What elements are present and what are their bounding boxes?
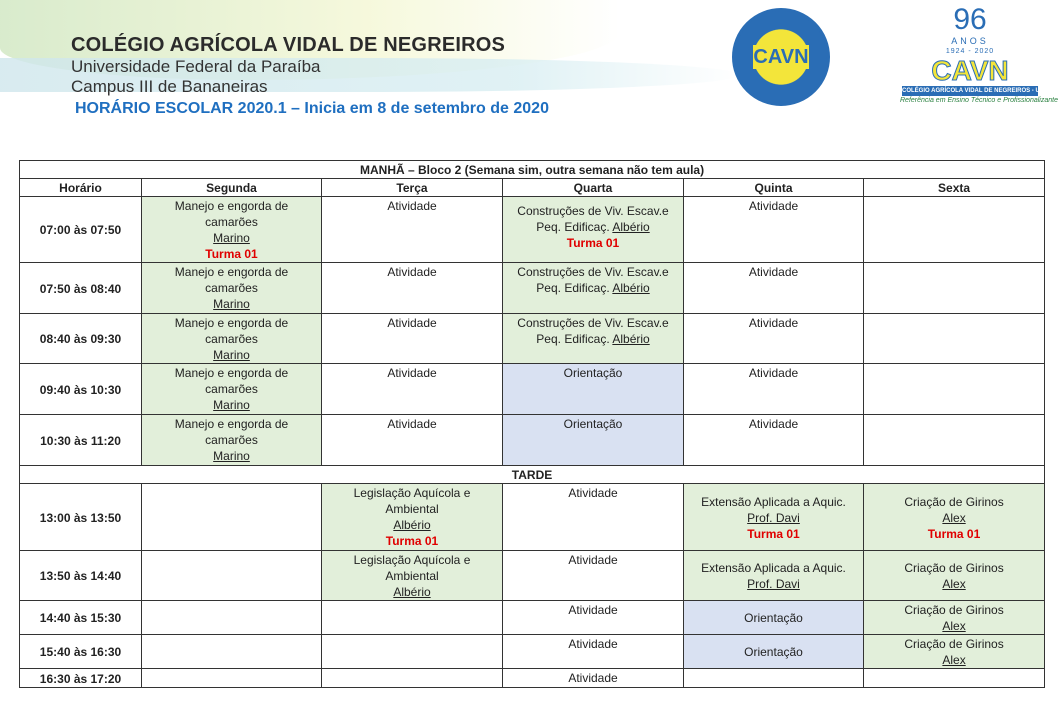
class-label: Turma 01 (566, 236, 620, 250)
schedule-cell (864, 601, 1045, 635)
schedule-cell (322, 263, 503, 314)
subject-text: Ambiental (385, 569, 439, 583)
schedule-table (19, 160, 1045, 688)
subject-text: Atividade (568, 637, 618, 651)
subject-text: Criação de Girinos (904, 603, 1004, 617)
subject-text: Atividade (568, 553, 618, 567)
schedule-cell (142, 197, 322, 263)
time-slot: 09:40 às 10:30 (20, 364, 142, 415)
campus-name: Campus III de Bananeiras (71, 77, 268, 96)
schedule-cell (684, 484, 864, 551)
teacher-name: Marino (213, 348, 250, 362)
subject-text: Extensão Aplicada a Aquic. (701, 494, 846, 509)
teacher-name: Alex (942, 619, 966, 633)
schedule-cell (142, 484, 322, 551)
teacher-name: Albério (612, 332, 650, 346)
schedule-cell (503, 263, 684, 314)
time-slot: 08:40 às 09:30 (20, 314, 142, 364)
teacher-name: Albério (393, 585, 431, 599)
column-header: Quarta (503, 179, 684, 197)
schedule-cell (142, 669, 322, 688)
subject-text: Atividade (387, 265, 437, 279)
subject-text: Extensão Aplicada a Aquic. (701, 561, 846, 575)
subject-text: camarões (205, 433, 258, 447)
school-name: COLÉGIO AGRÍCOLA VIDAL DE NEGREIROS (71, 34, 506, 56)
teacher-name: Albério (393, 518, 431, 532)
subject-text: camarões (205, 215, 258, 229)
time-slot: 13:00 às 13:50 (20, 484, 142, 551)
cavn-seal-logo (732, 8, 830, 106)
anniv-tagline: Referência em Ensino Técnico e Profissionalizante (900, 97, 1058, 104)
section-title: MANHÃ – Bloco 2 (Semana sim, outra semana não tem aula) (20, 161, 1045, 179)
subject-text: Manejo e engorda de (174, 316, 289, 330)
column-header: Segunda (142, 179, 322, 197)
subject-text: Atividade (748, 417, 799, 431)
teacher-name: Albério (612, 281, 650, 295)
subject-text: Atividade (387, 366, 437, 380)
subject-text: Construções de Viv. Escav.e (517, 316, 669, 330)
schedule-cell (322, 635, 503, 669)
subject-text: Ambiental (385, 502, 439, 516)
subject-text: Manejo e engorda de (174, 265, 289, 279)
subject-text: Construções de Viv. Escav.e (517, 265, 669, 279)
cell-line: Peq. Edificaç. Albério (536, 281, 650, 295)
subject-text: Atividade (387, 199, 437, 213)
subject-text: Criação de Girinos (904, 561, 1004, 575)
teacher-name: Marino (213, 297, 250, 311)
column-header-row (20, 179, 1045, 197)
schedule-cell (503, 601, 684, 635)
schedule-cell (684, 415, 864, 466)
subject-text: Orientação (563, 366, 623, 380)
time-slot: 07:00 às 07:50 (20, 197, 142, 263)
table-row (20, 197, 1045, 263)
schedule-cell (503, 415, 684, 466)
schedule-cell (503, 635, 684, 669)
schedule-cell (503, 484, 684, 551)
subject-text: Atividade (748, 316, 799, 330)
cell-line: Peq. Edificaç. Albério (536, 220, 650, 234)
subject-text: Atividade (748, 265, 799, 279)
table-row (20, 635, 1045, 669)
class-label: Turma 01 (385, 534, 439, 548)
time-slot: 16:30 às 17:20 (20, 669, 142, 688)
schedule-cell (322, 197, 503, 263)
time-slot: 13:50 às 14:40 (20, 551, 142, 601)
teacher-name: Prof. Davi (747, 510, 800, 525)
anniv-anos: ANOS (951, 36, 989, 46)
subject-text: Atividade (568, 671, 618, 685)
anniv-years: 1924 - 2020 (945, 48, 995, 55)
schedule-cell (142, 601, 322, 635)
subject-text: Criação de Girinos (904, 637, 1004, 651)
university-name: Universidade Federal da Paraíba (71, 57, 321, 76)
schedule-cell (684, 551, 864, 601)
schedule-cell (322, 669, 503, 688)
schedule-cell (142, 364, 322, 415)
schedule-cell (864, 635, 1045, 669)
schedule-cell (503, 364, 684, 415)
schedule-cell (684, 601, 864, 635)
seal-text: CAVN (753, 46, 809, 68)
schedule-cell (864, 551, 1045, 601)
schedule-cell (684, 364, 864, 415)
subject-text: Legislação Aquícola e (353, 553, 471, 567)
teacher-name: Albério (612, 220, 650, 234)
schedule-cell (503, 197, 684, 263)
schedule-cell (322, 415, 503, 466)
column-header: Sexta (864, 179, 1045, 197)
schedule-cell (684, 314, 864, 364)
schedule-cell (503, 314, 684, 364)
subject-text: Atividade (387, 417, 437, 431)
schedule-cell (684, 669, 864, 688)
schedule-cell (503, 551, 684, 601)
table-row (20, 314, 1045, 364)
table-row (20, 263, 1045, 314)
subject-text: Manejo e engorda de (174, 199, 289, 213)
subject-text: Manejo e engorda de (174, 417, 289, 431)
schedule-cell (142, 314, 322, 364)
subject-text: Criação de Girinos (904, 494, 1004, 509)
subject-text: Legislação Aquícola e (353, 486, 471, 500)
column-header: Horário (20, 179, 142, 197)
teacher-name: Alex (942, 510, 966, 525)
table-row (20, 601, 1045, 635)
schedule-cell (322, 601, 503, 635)
table-row (20, 484, 1045, 551)
schedule-cell (864, 263, 1045, 314)
section-title-row (20, 161, 1045, 179)
schedule-cell (864, 364, 1045, 415)
schedule-title: HORÁRIO ESCOLAR 2020.1 – Inicia em 8 de setembro de 2020 (75, 100, 549, 117)
teacher-name: Alex (942, 653, 966, 667)
subject-text: Orientação (744, 645, 803, 659)
subject-text: camarões (205, 281, 258, 295)
schedule-cell (322, 484, 503, 551)
column-header: Terça (322, 179, 503, 197)
section-title-row (20, 466, 1045, 484)
table-row (20, 364, 1045, 415)
subject-text: Atividade (748, 199, 799, 213)
subject-text: Atividade (387, 316, 437, 330)
schedule-cell (684, 197, 864, 263)
schedule-cell (503, 669, 684, 688)
schedule-cell (142, 635, 322, 669)
column-header: Quinta (684, 179, 864, 197)
schedule-cell (142, 263, 322, 314)
cell-line: Peq. Edificaç. Albério (536, 332, 650, 346)
schedule-cell (322, 314, 503, 364)
subject-text: camarões (205, 332, 258, 346)
teacher-name: Marino (213, 231, 250, 245)
subject-text: Atividade (568, 486, 618, 500)
class-label: Turma 01 (927, 526, 981, 541)
schedule-cell (684, 263, 864, 314)
table-row (20, 669, 1045, 688)
subject-text: Orientação (563, 417, 623, 431)
teacher-name: Marino (213, 398, 250, 412)
subject-text: camarões (205, 382, 258, 396)
subject-text: Construções de Viv. Escav.e (517, 204, 669, 218)
table-row (20, 415, 1045, 466)
section-title: TARDE (20, 466, 1045, 484)
schedule-cell (142, 551, 322, 601)
document-header (71, 33, 631, 119)
schedule-cell (322, 551, 503, 601)
schedule-cell (864, 484, 1045, 551)
schedule-cell (864, 314, 1045, 364)
class-label: Turma 01 (205, 247, 258, 261)
subject-text: Atividade (568, 603, 618, 617)
anniv-name: CAVN (931, 55, 1009, 86)
schedule-cell (864, 669, 1045, 688)
anniv-number: 96 (953, 3, 987, 36)
schedule-cell (684, 635, 864, 669)
schedule-cell (864, 197, 1045, 263)
time-slot: 14:40 às 15:30 (20, 601, 142, 635)
time-slot: 10:30 às 11:20 (20, 415, 142, 466)
table-row (20, 551, 1045, 601)
subject-text: Manejo e engorda de (174, 366, 289, 380)
subject-text: Atividade (748, 366, 799, 380)
time-slot: 07:50 às 08:40 (20, 263, 142, 314)
schedule-cell (864, 415, 1045, 466)
teacher-name: Alex (942, 577, 966, 591)
anniv-bar: COLÉGIO AGRÍCOLA VIDAL DE NEGREIROS - UFPB (902, 88, 1052, 94)
schedule-cell (142, 415, 322, 466)
teacher-name: Prof. Davi (747, 577, 800, 591)
schedule-cell (322, 364, 503, 415)
anniversary-logo (900, 3, 1058, 105)
class-label: Turma 01 (747, 526, 800, 541)
teacher-name: Marino (213, 449, 250, 463)
subject-text: Orientação (744, 611, 803, 625)
time-slot: 15:40 às 16:30 (20, 635, 142, 669)
